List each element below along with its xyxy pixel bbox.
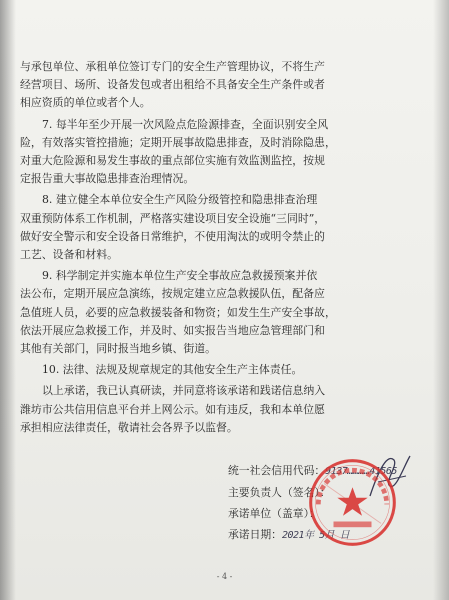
page-number: - 4 - [216, 572, 233, 581]
text-line: 对重大危险源和易发生事故的重点部位实施有效监测监控，按规 [20, 154, 325, 168]
text-line: 险，有效落实管控措施；定期开展事故隐患排查，及时消除隐患， [20, 135, 336, 149]
text-line: 承担相应法律责任，敬请社会各界予以监督。 [20, 420, 238, 434]
paragraph-item-10 [20, 361, 436, 379]
responsible-person-label: 主要负责人（签名）： [228, 486, 331, 499]
text-line: 8. 建立健全本单位安全生产风险分级管控和隐患排查治理 [42, 193, 318, 207]
text-line: 做好安全警示和安全设备日常维护，不使用淘汰的或明令禁止的 [20, 229, 325, 243]
text-line: 9. 科学制定并实施本单位生产安全事故应急救援预案并依 [42, 269, 318, 283]
commitment-body [20, 58, 436, 440]
credit-code-value: 9137…………41565 [325, 466, 397, 477]
paragraph-closing [20, 382, 436, 437]
paragraph-continuation [20, 58, 436, 113]
commitment-date-value: 2021年 5月 日 [281, 530, 350, 541]
company-seal-icon [305, 455, 400, 550]
paragraph-item-9 [20, 267, 436, 358]
text-line: 经营项目、场所、设备发包或者出租给不具备安全生产条件或者 [20, 78, 325, 92]
text-line: 工艺、设备和材料。 [20, 248, 119, 262]
paragraph-item-7 [20, 116, 436, 189]
text-line: 双重预防体系工作机制，严格落实建设项目安全设施“三同时”， [20, 211, 326, 225]
text-line: 其他有关部门，同时报当地乡镇、街道。 [20, 342, 217, 356]
text-line: 急值班人员，必要的应急救援装备和物资；如发生生产安全事故， [20, 305, 336, 319]
text-line: 与承包单位、承租单位签订专门的安全生产管理协议，不将生产 [20, 60, 325, 73]
left-edge-shadow [0, 0, 16, 600]
text-line: 法公布，定期开展应急演练，按规定建立应急救援队伍，配备应 [20, 287, 325, 301]
text-line: 潍坊市公共信用信息平台并上网公示。如有违反，我和本单位愿 [20, 402, 325, 416]
commitment-date-label: 承诺日期： [228, 528, 282, 541]
text-line: 相应资质的单位或者个人。 [20, 96, 151, 110]
text-line: 依法开展应急救援工作，并及时、如实报告当地应急管理部门和 [20, 323, 325, 337]
credit-code-label: 统一社会信用代码： [228, 464, 326, 477]
text-line: 7. 每半年至少开展一次风险点危险源排查，全面识别安全风 [42, 117, 329, 131]
text-line: 定报告重大事故隐患排查治理情况。 [20, 172, 195, 186]
paragraph-item-8 [20, 191, 436, 264]
committing-unit-label: 承诺单位（盖章）： [228, 507, 320, 520]
text-line: 以上承诺，我已认真研读，并同意将该承诺和践诺信息纳入 [42, 384, 326, 398]
text-line: 10. 法律、法规及规章规定的其他安全生产主体责任。 [42, 363, 303, 377]
